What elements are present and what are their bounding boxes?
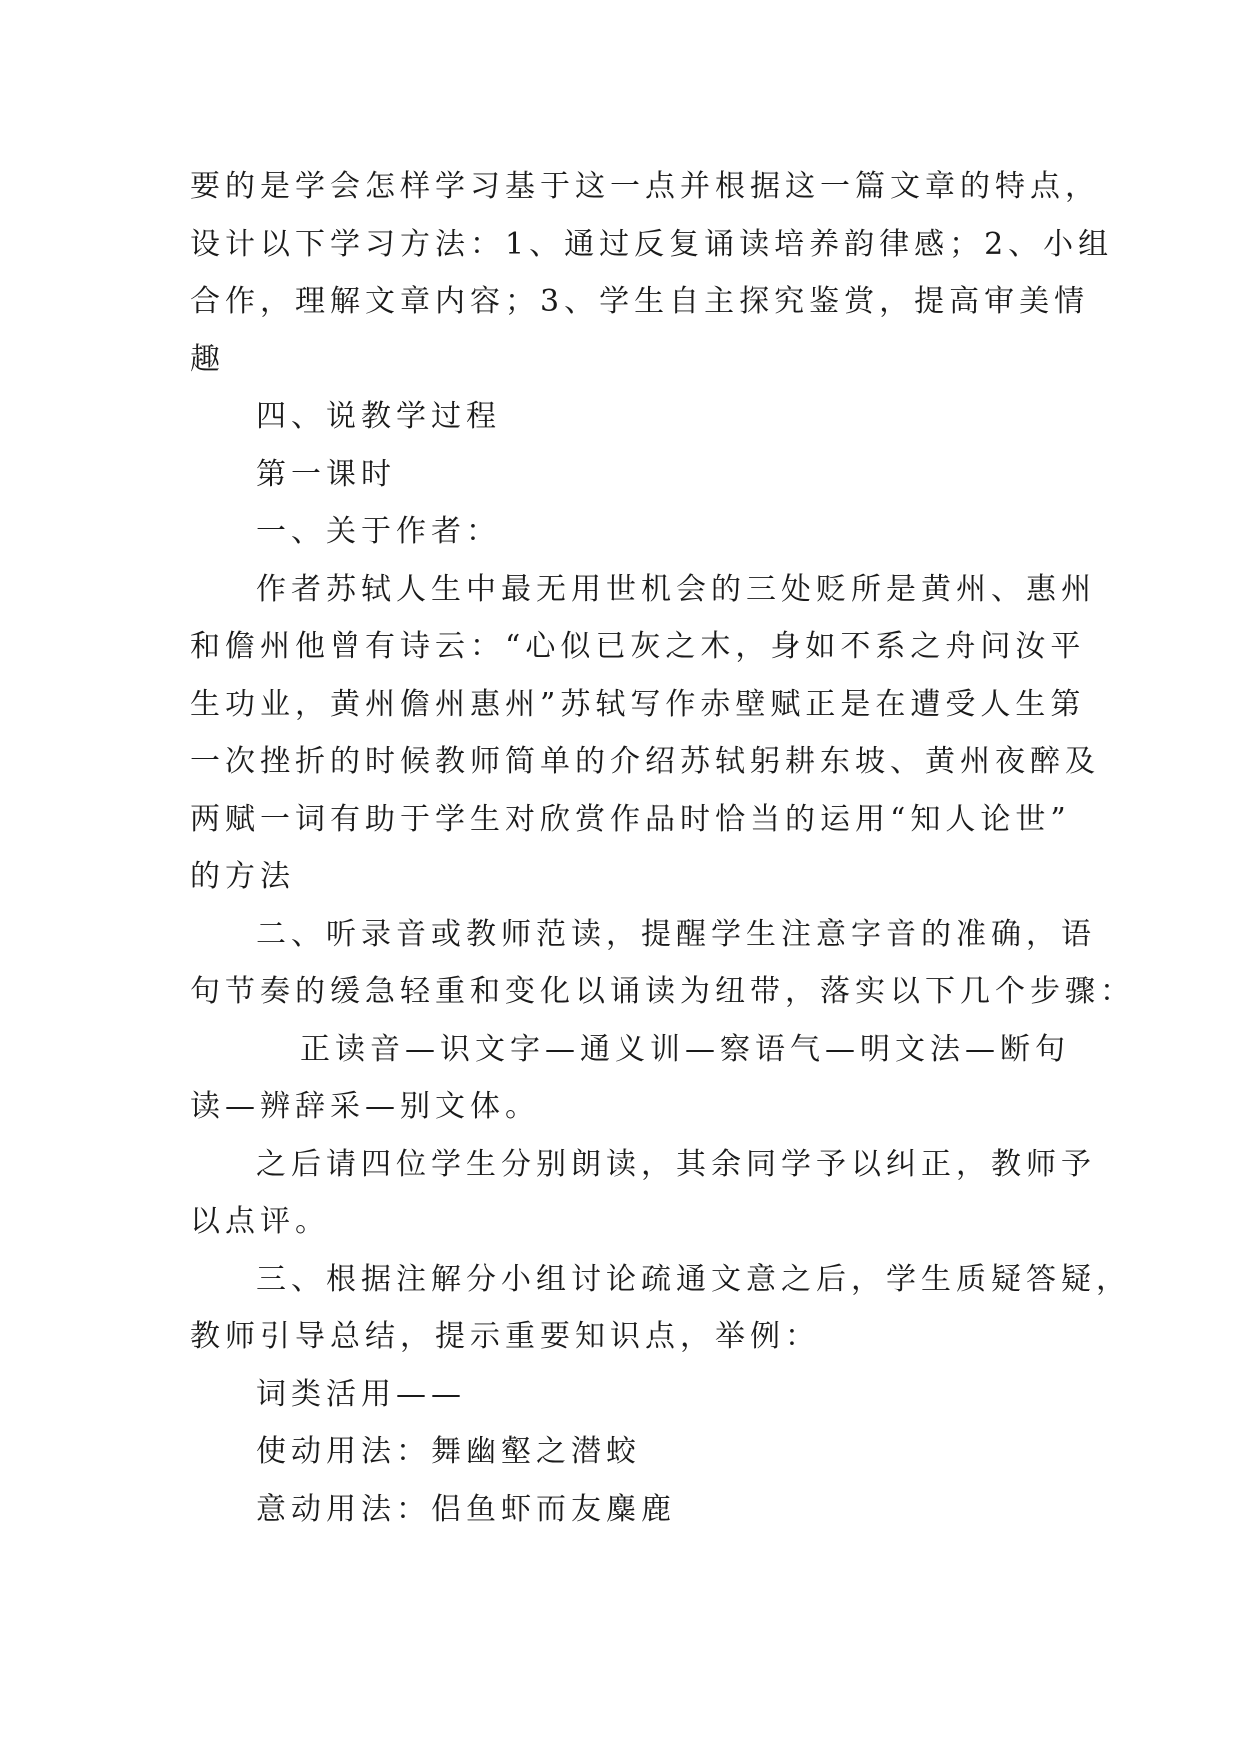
text-line: 作者苏轼人生中最无用世机会的三处贬所是黄州、惠州 [256, 571, 1096, 607]
text-line: 设计以下学习方法：1、通过反复诵读培养韵律感；2、小组 [190, 226, 1114, 262]
text-line: 要的是学会怎样学习基于这一点并根据这一篇文章的特点， [190, 169, 1100, 204]
text-line: 四、说教学过程 [256, 399, 501, 434]
text-line: 第一课时 [256, 456, 396, 492]
text-line: 二、听录音或教师范读，提醒学生注意字音的准确，语 [256, 916, 1096, 952]
text-line: 教师引导总结，提示重要知识点，举例： [190, 1319, 820, 1354]
text-line: 词类活用—— [256, 1376, 466, 1412]
text-line: 两赋一词有助于学生对欣赏作品时恰当的运用“知人论世” [190, 801, 1071, 837]
document-body [190, 158, 1135, 1538]
text-line: 的方法 [190, 859, 295, 894]
text-line: 句节奏的缓急轻重和变化以诵读为纽带，落实以下几个步骤： [190, 974, 1135, 1009]
text-line: 合作，理解文章内容；3、学生自主探究鉴赏，提高审美情 [190, 284, 1090, 319]
text-line: 一次挫折的时候教师简单的介绍苏轼躬耕东坡、黄州夜醉及 [190, 744, 1100, 779]
text-line: 意动用法：侣鱼虾而友麋鹿 [256, 1491, 676, 1527]
text-line: 读—辨辞采—别文体。 [190, 1089, 540, 1124]
text-line: 使动用法：舞幽壑之潜蛟 [256, 1434, 641, 1469]
text-line: 之后请四位学生分别朗读，其余同学予以纠正，教师予 [256, 1146, 1096, 1182]
text-line: 生功业，黄州儋州惠州”苏轼写作赤壁赋正是在遭受人生第 [190, 686, 1086, 722]
text-line: 和儋州他曾有诗云：“心似已灰之木，身如不系之舟问汝平 [190, 629, 1086, 664]
text-line: 趣 [190, 341, 225, 377]
text-line: 以点评。 [190, 1204, 330, 1239]
text-line: 三、根据注解分小组讨论疏通文意之后，学生质疑答疑， [256, 1261, 1131, 1297]
text-line: 一、关于作者： [256, 514, 501, 549]
text-line: 正读音—识文字—通义训—察语气—明文法—断句 [300, 1031, 1070, 1067]
